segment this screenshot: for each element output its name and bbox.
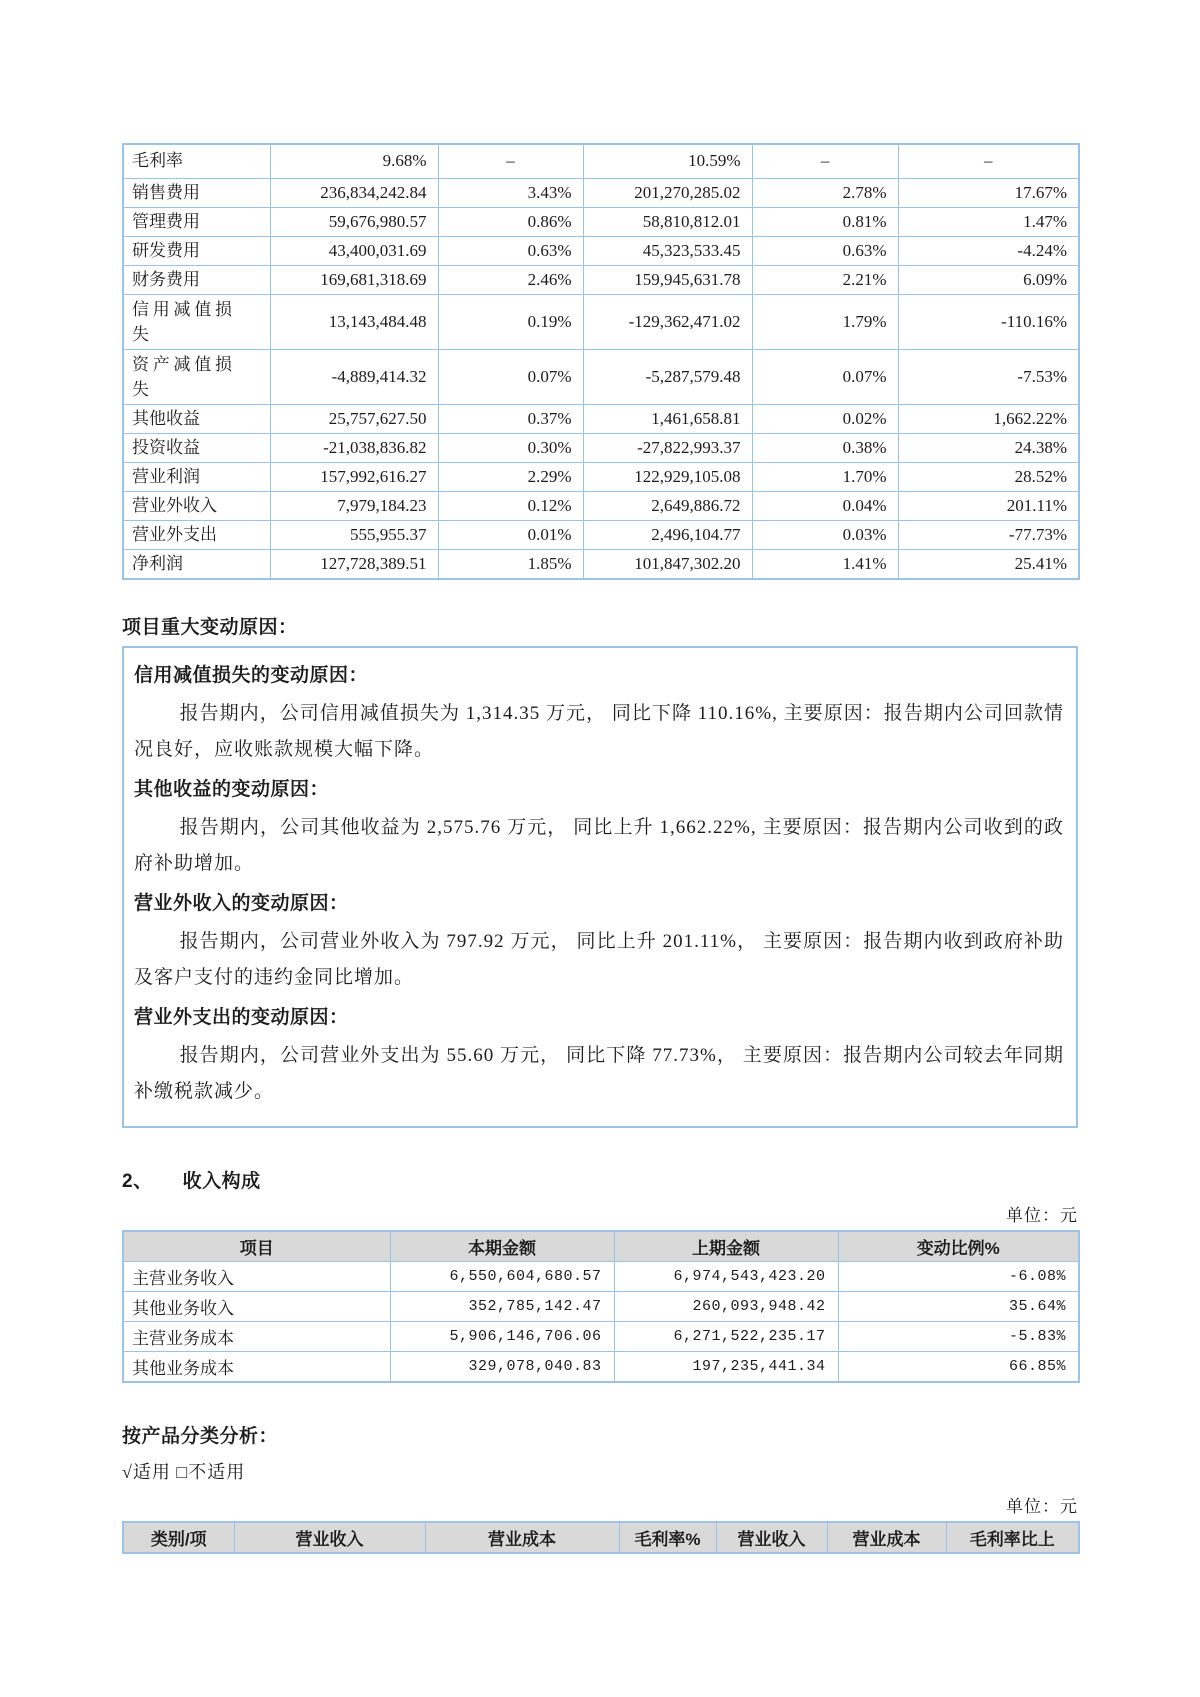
row-label: 管理费用 <box>123 207 270 236</box>
cell-prior-pct: 0.04% <box>752 491 898 520</box>
col-header-item: 项目 <box>123 1231 390 1262</box>
row-label: 投资收益 <box>123 433 270 462</box>
row-label: 其他业务成本 <box>123 1351 390 1382</box>
reason-heading: 其他收益的变动原因： <box>134 778 330 800</box>
cell-current-pct: 0.30% <box>438 433 583 462</box>
reason-heading: 营业外支出的变动原因： <box>134 1006 349 1028</box>
section-label: 收入构成 <box>182 1170 261 1192</box>
cell-change-ratio: 35.64% <box>838 1291 1079 1321</box>
col-header-revenue: 营业收入 <box>234 1522 425 1553</box>
cell-change: 25.41% <box>898 549 1079 579</box>
row-label: 毛利率 <box>123 144 270 178</box>
reason-text: 报告期内，公司其他收益为 2,575.76 万元， 同比上升 1,662.22%, 主要原因：报告期内公司收到的政府补助增加。 <box>134 816 1064 874</box>
table-row <box>123 178 1079 207</box>
table-row <box>123 265 1079 294</box>
row-label: 信用减值损失 <box>123 294 270 349</box>
reason-heading: 信用减值损失的变动原因： <box>134 664 369 686</box>
row-label: 其他业务收入 <box>123 1291 390 1321</box>
cell-current: 169,681,318.69 <box>270 265 438 294</box>
cell-current: 555,955.37 <box>270 520 438 549</box>
table-row <box>123 549 1079 579</box>
col-header-change-ratio: 变动比例% <box>838 1231 1079 1262</box>
table-row <box>123 1291 1079 1321</box>
cell-prior-pct: 1.70% <box>752 462 898 491</box>
col-header-cost: 营业成本 <box>425 1522 619 1553</box>
col-header-margin-change: 毛利率比上 <box>946 1522 1079 1553</box>
cell-prior-pct: 2.21% <box>752 265 898 294</box>
cell-current: -4,889,414.32 <box>270 349 438 404</box>
cell-change-ratio: 66.85% <box>838 1351 1079 1382</box>
cell-change: 1,662.22% <box>898 404 1079 433</box>
product-analysis-title: 按产品分类分析： <box>122 1425 279 1447</box>
cell-prior: 159,945,631.78 <box>583 265 752 294</box>
row-label: 营业利润 <box>123 462 270 491</box>
table-row <box>123 491 1079 520</box>
section-index: 2、 <box>122 1170 153 1192</box>
cell-prior-amount: 6,271,522,235.17 <box>614 1321 838 1351</box>
unit-note: 单位：元 <box>1006 1205 1078 1225</box>
cell-prior: 101,847,302.20 <box>583 549 752 579</box>
cell-change: -7.53% <box>898 349 1079 404</box>
table-row <box>123 520 1079 549</box>
unit-note: 单位：元 <box>1006 1496 1078 1516</box>
section-title-revenue-composition <box>122 1166 1078 1193</box>
cell-current: 59,676,980.57 <box>270 207 438 236</box>
reason-heading: 营业外收入的变动原因： <box>134 892 349 914</box>
cell-prior: 1,461,658.81 <box>583 404 752 433</box>
cell-change: – <box>898 144 1079 178</box>
table-row <box>123 1351 1079 1382</box>
page-content <box>122 0 1078 1554</box>
table-row <box>123 207 1079 236</box>
row-label: 销售费用 <box>123 178 270 207</box>
cell-current-amount: 5,906,146,706.06 <box>390 1321 614 1351</box>
reason-text: 报告期内，公司营业外收入为 797.92 万元， 同比上升 201.11%， 主要原因：报告期内收到政府补助及客户支付的违约金同比增加。 <box>134 930 1064 988</box>
cell-change: 17.67% <box>898 178 1079 207</box>
row-label: 其他收益 <box>123 404 270 433</box>
cell-current-pct: 0.63% <box>438 236 583 265</box>
cell-prior: 10.59% <box>583 144 752 178</box>
operating-items-table <box>122 143 1080 580</box>
cell-current: 236,834,242.84 <box>270 178 438 207</box>
reason-text: 报告期内，公司信用减值损失为 1,314.35 万元， 同比下降 110.16%, 主要原因：报告期内公司回款情况良好，应收账款规模大幅下降。 <box>134 702 1064 760</box>
cell-current-amount: 352,785,142.47 <box>390 1291 614 1321</box>
table-header-row <box>123 1231 1079 1262</box>
cell-current-pct: 0.12% <box>438 491 583 520</box>
cell-prior-amount: 6,974,543,423.20 <box>614 1261 838 1291</box>
cell-prior-pct: 0.03% <box>752 520 898 549</box>
table-row <box>123 349 1079 404</box>
cell-prior-pct: 2.78% <box>752 178 898 207</box>
cell-current-amount: 329,078,040.83 <box>390 1351 614 1382</box>
revenue-composition-table <box>122 1230 1080 1383</box>
cell-current: 127,728,389.51 <box>270 549 438 579</box>
reasons-section-title: 项目重大变动原因： <box>122 616 298 638</box>
cell-current-pct: 2.29% <box>438 462 583 491</box>
cell-current-pct: 0.19% <box>438 294 583 349</box>
table-row <box>123 404 1079 433</box>
cell-prior-amount: 260,093,948.42 <box>614 1291 838 1321</box>
cell-prior: -5,287,579.48 <box>583 349 752 404</box>
cell-change: 28.52% <box>898 462 1079 491</box>
reasons-box <box>122 646 1078 1128</box>
row-label: 资产减值损失 <box>123 349 270 404</box>
applicable-checkline: √适用 □不适用 <box>122 1461 246 1482</box>
table-header-row <box>123 1522 1079 1553</box>
cell-current-pct: – <box>438 144 583 178</box>
cell-change: -77.73% <box>898 520 1079 549</box>
col-header-revenue-prior: 营业收入 <box>716 1522 827 1553</box>
cell-current: 7,979,184.23 <box>270 491 438 520</box>
row-label: 主营业务成本 <box>123 1321 390 1351</box>
table-row <box>123 236 1079 265</box>
cell-prior: 2,496,104.77 <box>583 520 752 549</box>
cell-change: -110.16% <box>898 294 1079 349</box>
cell-current: 25,757,627.50 <box>270 404 438 433</box>
cell-current: 157,992,616.27 <box>270 462 438 491</box>
table-row <box>123 294 1079 349</box>
cell-prior: -27,822,993.37 <box>583 433 752 462</box>
table-row <box>123 144 1079 178</box>
cell-current: 13,143,484.48 <box>270 294 438 349</box>
cell-prior: 58,810,812.01 <box>583 207 752 236</box>
table-row <box>123 1261 1079 1291</box>
cell-current: -21,038,836.82 <box>270 433 438 462</box>
cell-prior-pct: 0.02% <box>752 404 898 433</box>
cell-prior-pct: 0.07% <box>752 349 898 404</box>
cell-change: 24.38% <box>898 433 1079 462</box>
cell-prior: 2,649,886.72 <box>583 491 752 520</box>
cell-current: 43,400,031.69 <box>270 236 438 265</box>
row-label: 营业外支出 <box>123 520 270 549</box>
col-header-cost-prior: 营业成本 <box>827 1522 946 1553</box>
cell-current-pct: 0.01% <box>438 520 583 549</box>
cell-prior-pct: 1.79% <box>752 294 898 349</box>
cell-current-pct: 1.85% <box>438 549 583 579</box>
cell-current-pct: 0.07% <box>438 349 583 404</box>
col-header-current-amount: 本期金额 <box>390 1231 614 1262</box>
cell-prior: 201,270,285.02 <box>583 178 752 207</box>
cell-current-pct: 2.46% <box>438 265 583 294</box>
cell-prior-amount: 197,235,441.34 <box>614 1351 838 1382</box>
cell-prior-pct: 0.63% <box>752 236 898 265</box>
cell-current-pct: 0.37% <box>438 404 583 433</box>
row-label: 研发费用 <box>123 236 270 265</box>
cell-current-amount: 6,550,604,680.57 <box>390 1261 614 1291</box>
cell-change: 201.11% <box>898 491 1079 520</box>
product-category-table <box>122 1521 1080 1554</box>
cell-prior: 45,323,533.45 <box>583 236 752 265</box>
table-row <box>123 433 1079 462</box>
cell-current: 9.68% <box>270 144 438 178</box>
row-label: 营业外收入 <box>123 491 270 520</box>
col-header-gross-margin: 毛利率% <box>619 1522 716 1553</box>
cell-prior-pct: 1.41% <box>752 549 898 579</box>
cell-prior: -129,362,471.02 <box>583 294 752 349</box>
cell-change: 1.47% <box>898 207 1079 236</box>
row-label: 财务费用 <box>123 265 270 294</box>
cell-current-pct: 0.86% <box>438 207 583 236</box>
col-header-prior-amount: 上期金额 <box>614 1231 838 1262</box>
cell-change: -4.24% <box>898 236 1079 265</box>
cell-prior-pct: 0.38% <box>752 433 898 462</box>
cell-prior-pct: – <box>752 144 898 178</box>
cell-change-ratio: -6.08% <box>838 1261 1079 1291</box>
cell-change-ratio: -5.83% <box>838 1321 1079 1351</box>
col-header-category: 类别/项 <box>123 1522 234 1553</box>
cell-prior: 122,929,105.08 <box>583 462 752 491</box>
row-label: 净利润 <box>123 549 270 579</box>
cell-current-pct: 3.43% <box>438 178 583 207</box>
cell-prior-pct: 0.81% <box>752 207 898 236</box>
cell-change: 6.09% <box>898 265 1079 294</box>
reason-text: 报告期内，公司营业外支出为 55.60 万元， 同比下降 77.73%， 主要原因：报告期内公司较去年同期补缴税款减少。 <box>134 1044 1064 1102</box>
table-row <box>123 462 1079 491</box>
table-row <box>123 1321 1079 1351</box>
row-label: 主营业务收入 <box>123 1261 390 1291</box>
